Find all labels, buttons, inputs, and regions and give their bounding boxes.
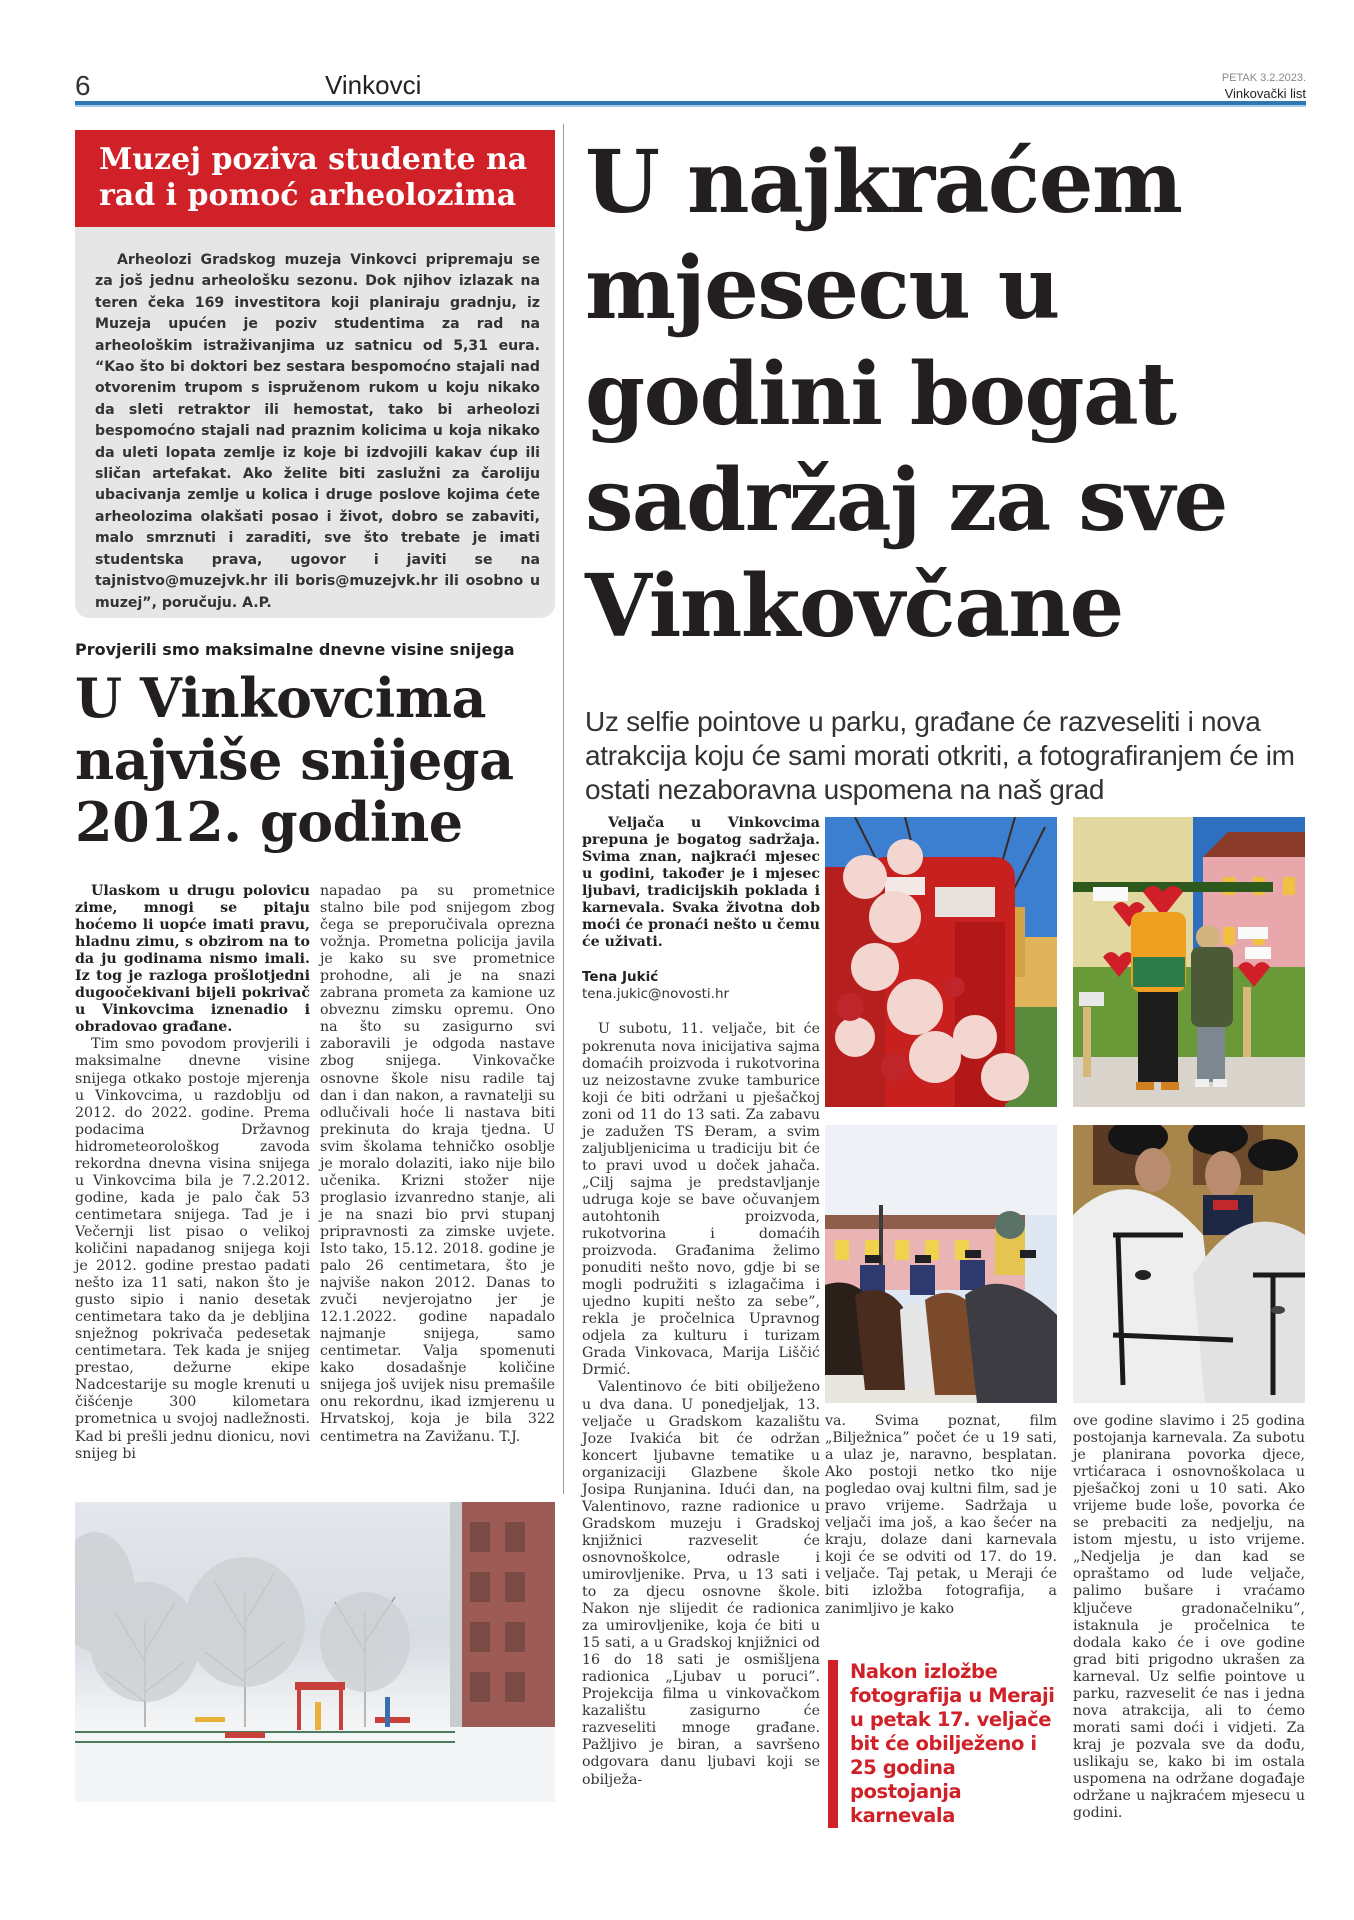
main-article-body-1: U subotu, 11. veljače, bit će pokrenuta nova inicijativa sajma domaćih proizvoda i rukotvorina uz neizostavne zvuke tamburice koji će biti održani u pješačkoj zoni od 11 do 13 sati. Za zabavu je zadužen TS Đeram, a svim zaljubljenicima u tradiciju bit će to pravi uvod u doček jahača. „Cilj sajma je predstavljanje udruga koje se bave očuvanjem autohtonih proizvoda, rukotvorina i domaćih proizvoda. Građanima želimo ponuditi nešto novo, gdje bi se mogli podružiti s izlagačima i ujedno kupiti nešto za sebe”, rekla je pročelnica Upravnog odjela za kulturu i turizam Grada Vinkovaca, Marija Liščić Drmić. — [582, 1021, 820, 1379]
page-number: 6 — [75, 70, 91, 101]
museum-box-title: Muzej poziva studente na rad i pomoć arheolozima — [75, 130, 555, 227]
snow-scene-image — [75, 1502, 555, 1802]
snow-article-body-1: Tim smo povodom provjerili i maksimalne dnevne visine snijega otkako postoje mjerenja u Vinkovcima, u razdoblju od 2012. do 2022. godine. Prema podacima Državnog hidrometeorološkog zavoda rekordna dnevna visina snijega u Vinkovcima bila je 7.2.2012. godine, kada je palo čak 53 centimetara snijega. Tad je i Večernji list pisao o velikoj količini napadanog snijega koji je 2012. godine prestao padati nešto iza 11 sati, nakon što je gusto sipio i nanio desetak centimetara tako da je debljina snježnog pokrivača pedesetak centimetara. Tek kada je snijeg prestao, dežurne ekipe Nadcestarije su mogle krenuti u čišćenje 300 kilometara prometnica u svojoj nadležnosti. Kad bi prešli jednu dionicu, novi snijeg bi — [75, 1036, 310, 1462]
valentine-decoration-photo — [1073, 817, 1305, 1107]
column-divider — [563, 124, 564, 1494]
museum-box-body: Arheolozi Gradskog muzeja Vinkovci pripremaju se za još jednu arheološku sezonu. Dok njihov izlazak na teren čeka 169 investitora koji planiraju gradnju, iz Muzeja upućen je poziv studentima za rad na arheološkim istraživanjima uz satnicu od 5,31 eura. “Kao što bi doktori bez sestara bespomoćno stajali nad otvorenim trupom s ispruženom rukom u koju nikako da sleti retraktor ili hemostat, tako bi arheolozi bespomoćno stajali nad praznim kolicima u koja nikako da uleti lopata zemlje iz koje bi izdvojili kakav ćup ili sličan artefakat. Ako želite biti zaslužni za čaroliju ubacivanja zemlje u kolica i druge poslove kojima ćete arheolozima olakšati posao i život, dobro se zabaviti, malo smrznuti i zaraditi, sve što trebate je imati studentska prava, ugovor i javiti se na tajnistvo@muzejvk.hr ili boris@muzejvk.hr ili osobno u muzej”, poručuju. A.P. — [95, 252, 540, 611]
author-name: Tena Jukić — [582, 969, 659, 986]
snow-article-column-2 — [320, 883, 555, 1446]
main-article-column-1 — [582, 815, 820, 1789]
snow-playground-photo — [75, 1502, 555, 1802]
main-article-body-4: ove godine slavimo i 25 godina postojanja karnevala. Za subotu je planirana povorka djece, vrtićaraca i osnovnoškolaca u pješačkoj zoni u 10 sati. Ako vrijeme bude loše, povorka će se prebaciti za nedjelju, na istom mjestu, u isto vrijeme. „Nedjelja je dan kad se opraštamo od lude veljače, palimo bušare i vraćamo ključeve gradonačelniku”, istaknula je pročelnica te dodala kako će i ove godine grad biti prigodno ukrašen za karneval. Uz selfie pointove u parku, razveselit će nas i jedna nova atrakcija, ali to ćemo morati sami doći i vidjeti. Za kraj je pozvala sve da dođu, uslikaju se, kako bi im ostala uspomena na održane događaje održane u najkraćem mjesecu u godini. — [1073, 1413, 1305, 1822]
riders-horses-image — [825, 1125, 1057, 1403]
snow-article-lead: Ulaskom u drugu polovicu zime, mnogi se pitaju hoćemo li uopće imati pravu, hladnu zimu, s obzirom na to da ju godinama nismo imali. Iz tog je razloga prošlotjedni dugoočekivani bijeli pokrivač u Vinkovcima iznenadio i obradovao građane. — [75, 883, 310, 1036]
header-rule-light — [75, 105, 1306, 107]
main-article-body-2: Valentinovo će biti obilježeno u dva dana. U ponedjeljak, 13. veljače u Gradskom kazalištu Joze Ivakića bit će održan koncert ljubavne tematike u organizaciji Glazbene škole Josipa Runjanina. Idući dan, na Valentinovo, razne radionice u Gradskom muzeju i Gradskoj knjižnici razveselit će osnovnoškolce, odrasle i umirovljenike. Prva, u 13 sati i to za djecu osnovne škole. Nakon nje slijedit će radionica za umirovljenike, koja će biti u 15 sati, a u Gradskoj knjižnici od 16 do 18 sati je osmišljena radionica „Ljubav u poruci”. Projekcija filma u vinkovačkom kazalištu zasigurno će razveseliti mnoge građane. Pažljivo je biran, a savršeno odgovara danu ljubavi koji se obilježa- — [582, 1379, 820, 1788]
main-article-title: U najkraćem mjesecu u godini bogat sadržaj za sve Vinkovčane — [585, 132, 1227, 657]
snow-article-title: U Vinkovcima najviše snijega 2012. godine — [75, 666, 514, 854]
riders-photo — [825, 1125, 1057, 1403]
author-email[interactable]: tena.jukic@novosti.hr — [582, 986, 730, 1003]
main-article-subtitle: Uz selfie pointove u parku, građane će razveseliti i nova atrakcija koju će sami morati otkriti, a fotografiranjem će im ostati nezaboravna uspomena na naš grad — [585, 706, 1295, 805]
pullquote: Nakon izložbe fotografija u Meraji u petak 17. veljače bit će obilježeno i 25 godina postojanja karnevala — [828, 1660, 1056, 1828]
white-horses-photo — [1073, 1125, 1305, 1403]
main-article-column-2 — [825, 1413, 1057, 1618]
snow-article-body-2: napadao pa su prometnice stalno bile pod snijegom zbog čega se preporučivala oprezna vožnja. Prometna policija javila je kako su sve prometnice prohodne, ali je na snazi zabrana prometa za kamione uz obveznu zimsku opremu. Ono na što su zasigurno svi zaboravili je odgoda nastave zbog snijega. Vinkovačke osnovne škole nisu radile taj dan i dan nakon, a ravnatelji su odlučivali hoće li nastava biti prekinuta do kraja tjedna. U svim školama tehničko osoblje je moralo dolaziti, iako nije bilo učenika. Krizni stožer nije proglasio izvanredno stanje, ali je na snazi bio prvi stupanj pripravnosti za zimske uvjete. Isto tako, 15.12. 2018. godine je palo 26 centimetara, što je najviše nakon 2012. Danas to zvuči nevjerojatno jer je 12.1.2022. godine napadalo najmanje snijega, samo centimetar. Valja spomenuti kako dosadašnje količine snijega još uvijek nisu premašile onu rekordnu, ikad izmjerenu u Hrvatskoj, koja je bila 322 centimetra na Zavižanu. T.J. — [320, 883, 555, 1445]
phone-booth-image — [825, 817, 1057, 1107]
section-title: Vinkovci — [325, 70, 422, 100]
couple-hearts-image — [1073, 817, 1305, 1107]
white-horses-image — [1073, 1125, 1305, 1403]
snow-article-column-1 — [75, 883, 310, 1463]
snow-article-kicker: Provjerili smo maksimalne dnevne visine snijega — [75, 640, 515, 659]
main-article-body-3: va. Svima poznat, film „Bilježnica” počet će u 19 sati, a ulaz je, naravno, besplatan. Ako postoji netko tko nije pogledao ovaj kultni film, sad je pravo vrijeme. Sadržaja u veljači ima još, a kao šećer na kraju, dolaze dani karnevala koji će se odviti od 17. do 19. veljače. Taj petak, u Meraji će biti izložba fotografija, a zanimljivo je kako — [825, 1413, 1057, 1617]
phone-booth-photo — [825, 817, 1057, 1107]
main-article-column-3 — [1073, 1413, 1305, 1822]
main-article-lead: Veljača u Vinkovcima prepuna je bogatog sadržaja. Svima znan, najkraći mjesec u godini, također je i mjesec ljubavi, tradicijskih poklada i karnevala. Svaka životna dob moći će pronaći nešto u čemu će uživati. — [582, 815, 820, 951]
issue-date: PETAK 3.2.2023. — [1221, 72, 1306, 84]
publication-name: Vinkovački list — [1224, 86, 1306, 101]
